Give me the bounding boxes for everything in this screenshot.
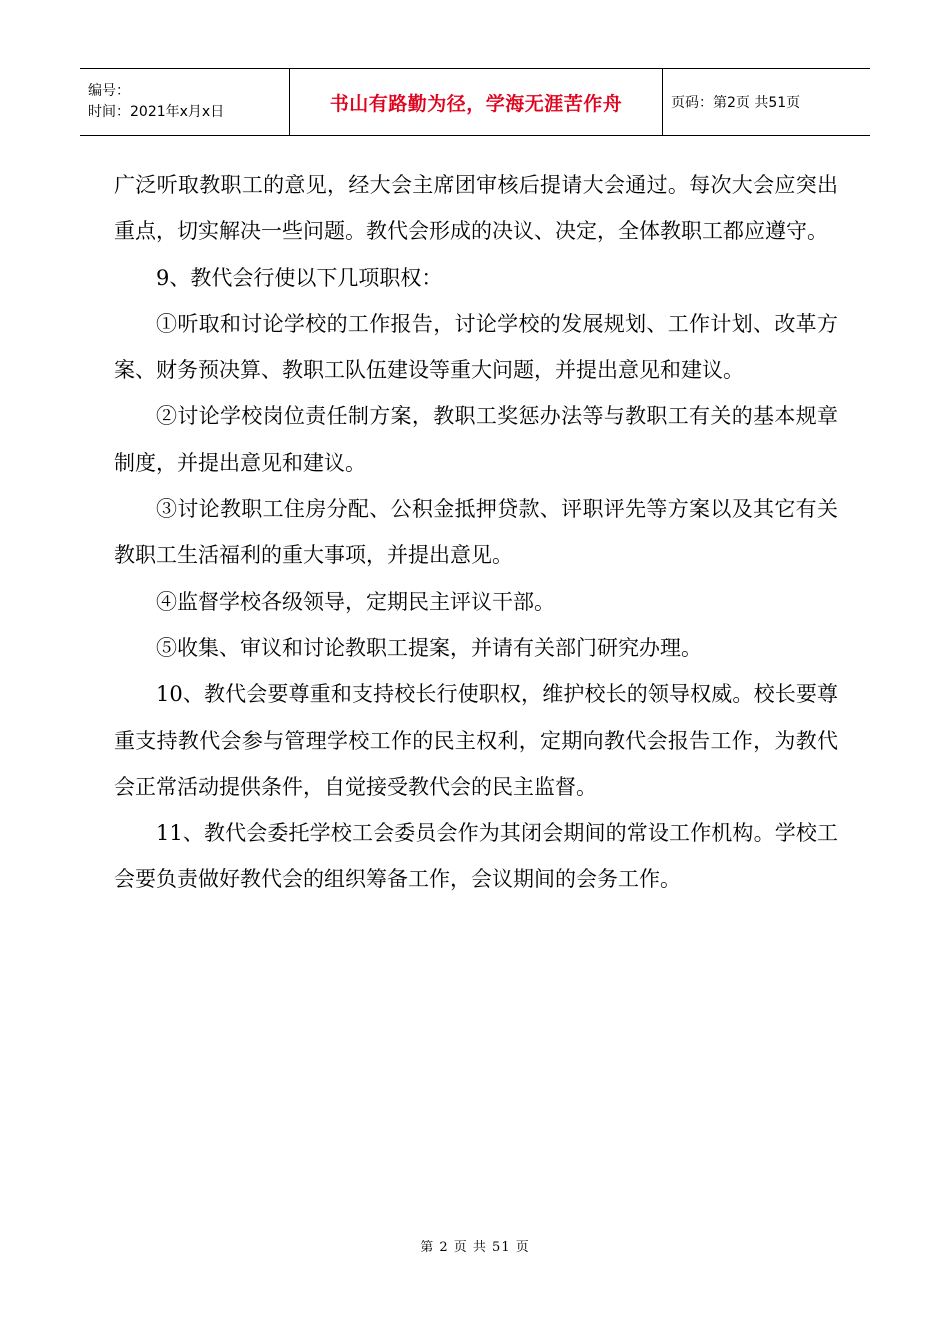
header-page-label: 页码：第2页 共51页 xyxy=(671,95,801,111)
paragraph-power-1: ①听取和讨论学校的工作报告，讨论学校的发展规划、工作计划、改革方案、财务预决算、教职工队伍建设等重大问题，并提出意见和建议。 xyxy=(114,311,838,383)
paragraph-power-5: ⑤收集、审议和讨论教职工提案，并请有关部门研究办理。 xyxy=(156,635,702,660)
footer-page-number: 第 2 页 共 51 页 xyxy=(420,1240,530,1255)
paragraph-continuation: 广泛听取教职工的意见，经大会主席团审核后提请大会通过。每次大会应突出重点，切实解决一些问题。教代会形成的决议、决定，全体教职工都应遵守。 xyxy=(114,173,838,244)
header-motto: 书山有路勤为径，学海无涯苦作舟 xyxy=(329,92,623,115)
paragraph-power-2: ②讨论学校岗位责任制方案，教职工奖惩办法等与教职工有关的基本规章制度，并提出意见和建议。 xyxy=(114,404,838,475)
header-meta-cell xyxy=(80,69,290,136)
paragraph-power-3: ③讨论教职工住房分配、公积金抵押贷款、评职评先等方案以及其它有关教职工生活福利的重大事项，并提出意见。 xyxy=(114,497,838,568)
paragraph-item-11: 11、教代会委托学校工会委员会作为其闭会期间的常设工作机构。学校工会要负责做好教代会的组织筹备工作，会议期间的会务工作。 xyxy=(114,821,838,892)
document-time-label: 时间：2021年x月x日 xyxy=(88,104,225,120)
header-motto-cell xyxy=(290,69,663,136)
document-body xyxy=(114,162,838,903)
document-header xyxy=(80,68,870,136)
paragraph-power-4: ④监督学校各级领导，定期民主评议干部。 xyxy=(156,589,555,614)
page-footer xyxy=(0,1236,950,1255)
paragraph-item-10: 10、教代会要尊重和支持校长行使职权，维护校长的领导权威。校长要尊重支持教代会参与管理学校工作的民主权利，定期向教代会报告工作，为教代会正常活动提供条件，自觉接受教代会的民主监督。 xyxy=(114,682,838,799)
paragraph-item-9: 9、教代会行使以下几项职权： xyxy=(156,265,443,290)
header-page-cell xyxy=(663,69,871,136)
document-number-label: 编号： xyxy=(88,83,130,99)
